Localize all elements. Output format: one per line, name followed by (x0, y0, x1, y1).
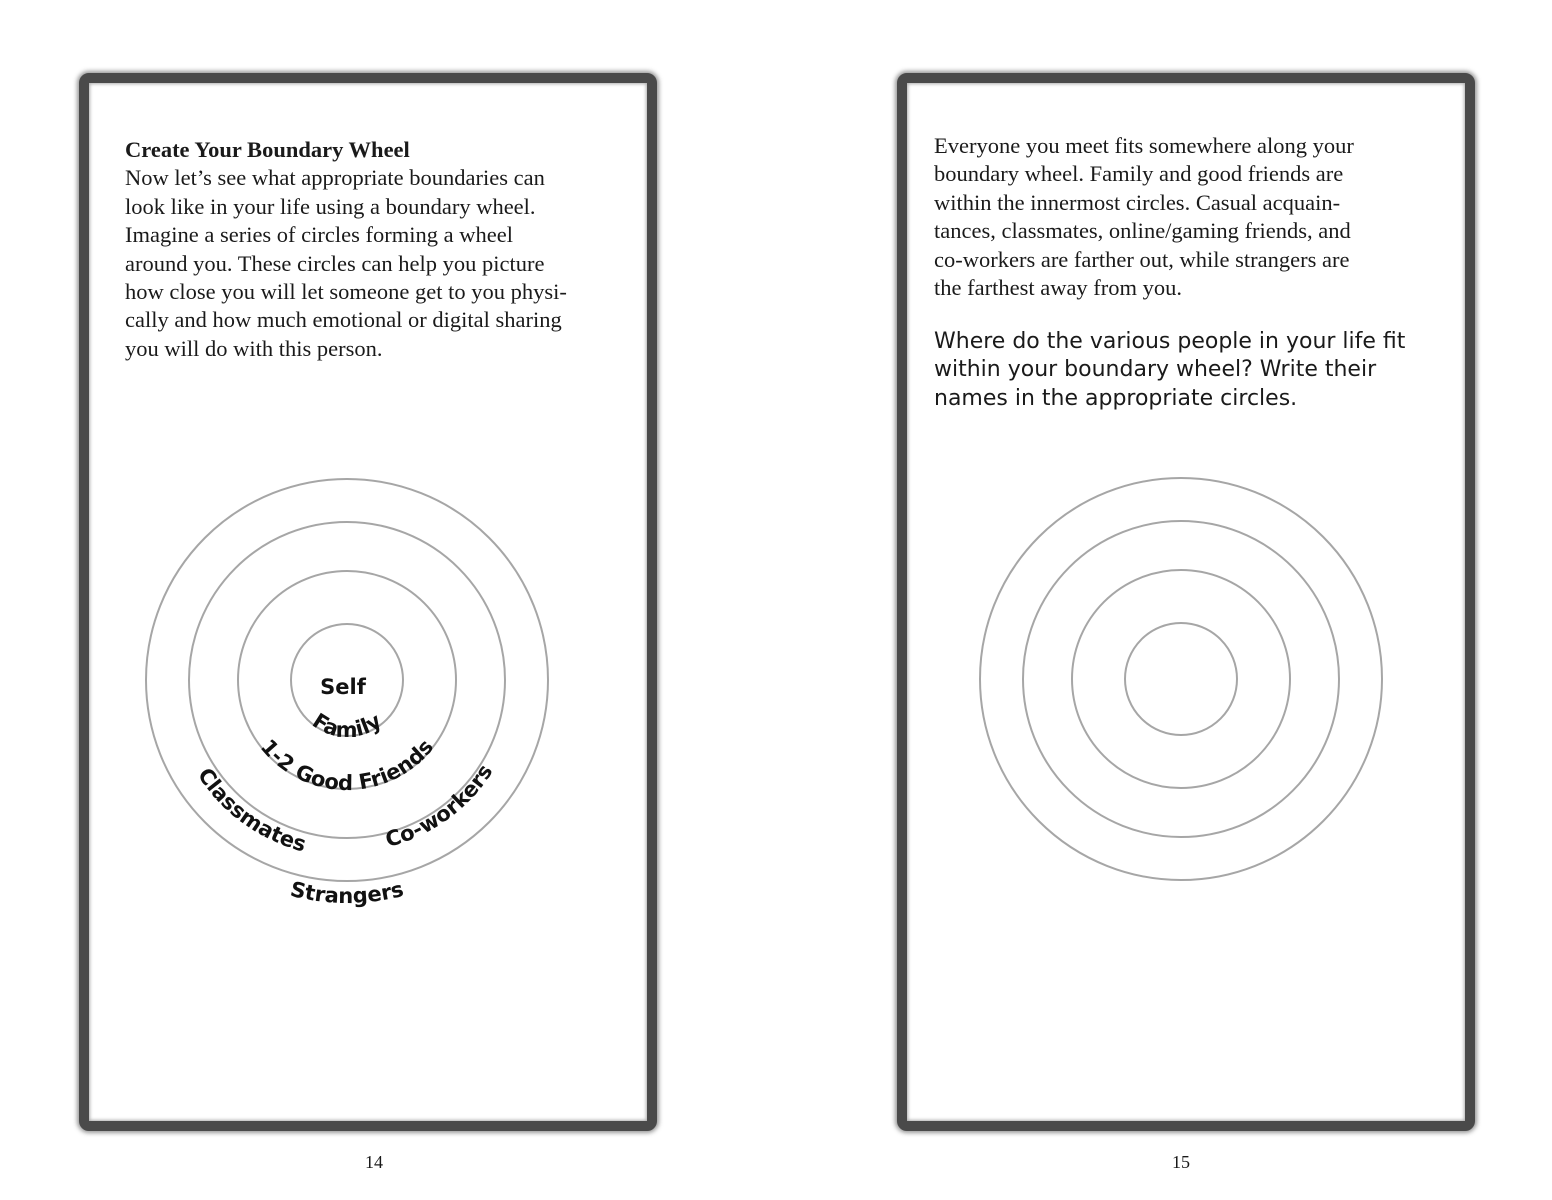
body-line: cally and how much emotional or digital sharing (125, 307, 562, 333)
blank-wheel-ring-outer (980, 478, 1382, 880)
wheel-label-classmates-text: Classmates (192, 763, 309, 857)
blank-wheel-ring-second (1072, 570, 1290, 788)
body-line: Now let’s see what appropriate boundaries can (125, 165, 545, 191)
prompt-line: within your boundary wheel? Write their (934, 357, 1377, 383)
wheel-label-family-text: Family (308, 708, 386, 743)
blank-wheel-ring-third (1023, 521, 1339, 837)
body-line: Everyone you meet fits somewhere along your (934, 133, 1354, 158)
body-line: tances, classmates, online/gaming friends, and (934, 218, 1351, 244)
wheel-label-strangers-text: Strangers (288, 877, 406, 909)
body-line: look like in your life using a boundary wheel. (125, 193, 536, 219)
body-line: within the innermost circles. Casual acquain- (934, 189, 1341, 215)
body-line: boundary wheel. Family and good friends are (934, 161, 1344, 187)
body-line: co-workers are farther out, while strangers are (934, 246, 1350, 272)
wheel-label-self: Self (320, 675, 366, 699)
blank-wheel-ring-inner (1125, 623, 1237, 735)
body-line: around you. These circles can help you picture (125, 250, 545, 276)
wheel-label-good-friends-text: 1-2 Good Friends (255, 734, 439, 796)
section-heading: Create Your Boundary Wheel (125, 137, 410, 162)
page-number-right: 15 (1172, 1152, 1190, 1172)
prompt-line: Where do the various people in your life fit (934, 329, 1406, 354)
prompt-line: names in the appropriate circles. (934, 385, 1298, 411)
body-line: the farthest away from you. (934, 275, 1183, 301)
body-line: how close you will let someone get to you physi- (125, 279, 567, 305)
body-line: you will do with this person. (125, 335, 383, 361)
body-line: Imagine a series of circles forming a wheel (125, 222, 513, 248)
wheel-label-coworkers-text: Co-workers (382, 760, 498, 852)
page-number-left: 14 (365, 1152, 383, 1172)
